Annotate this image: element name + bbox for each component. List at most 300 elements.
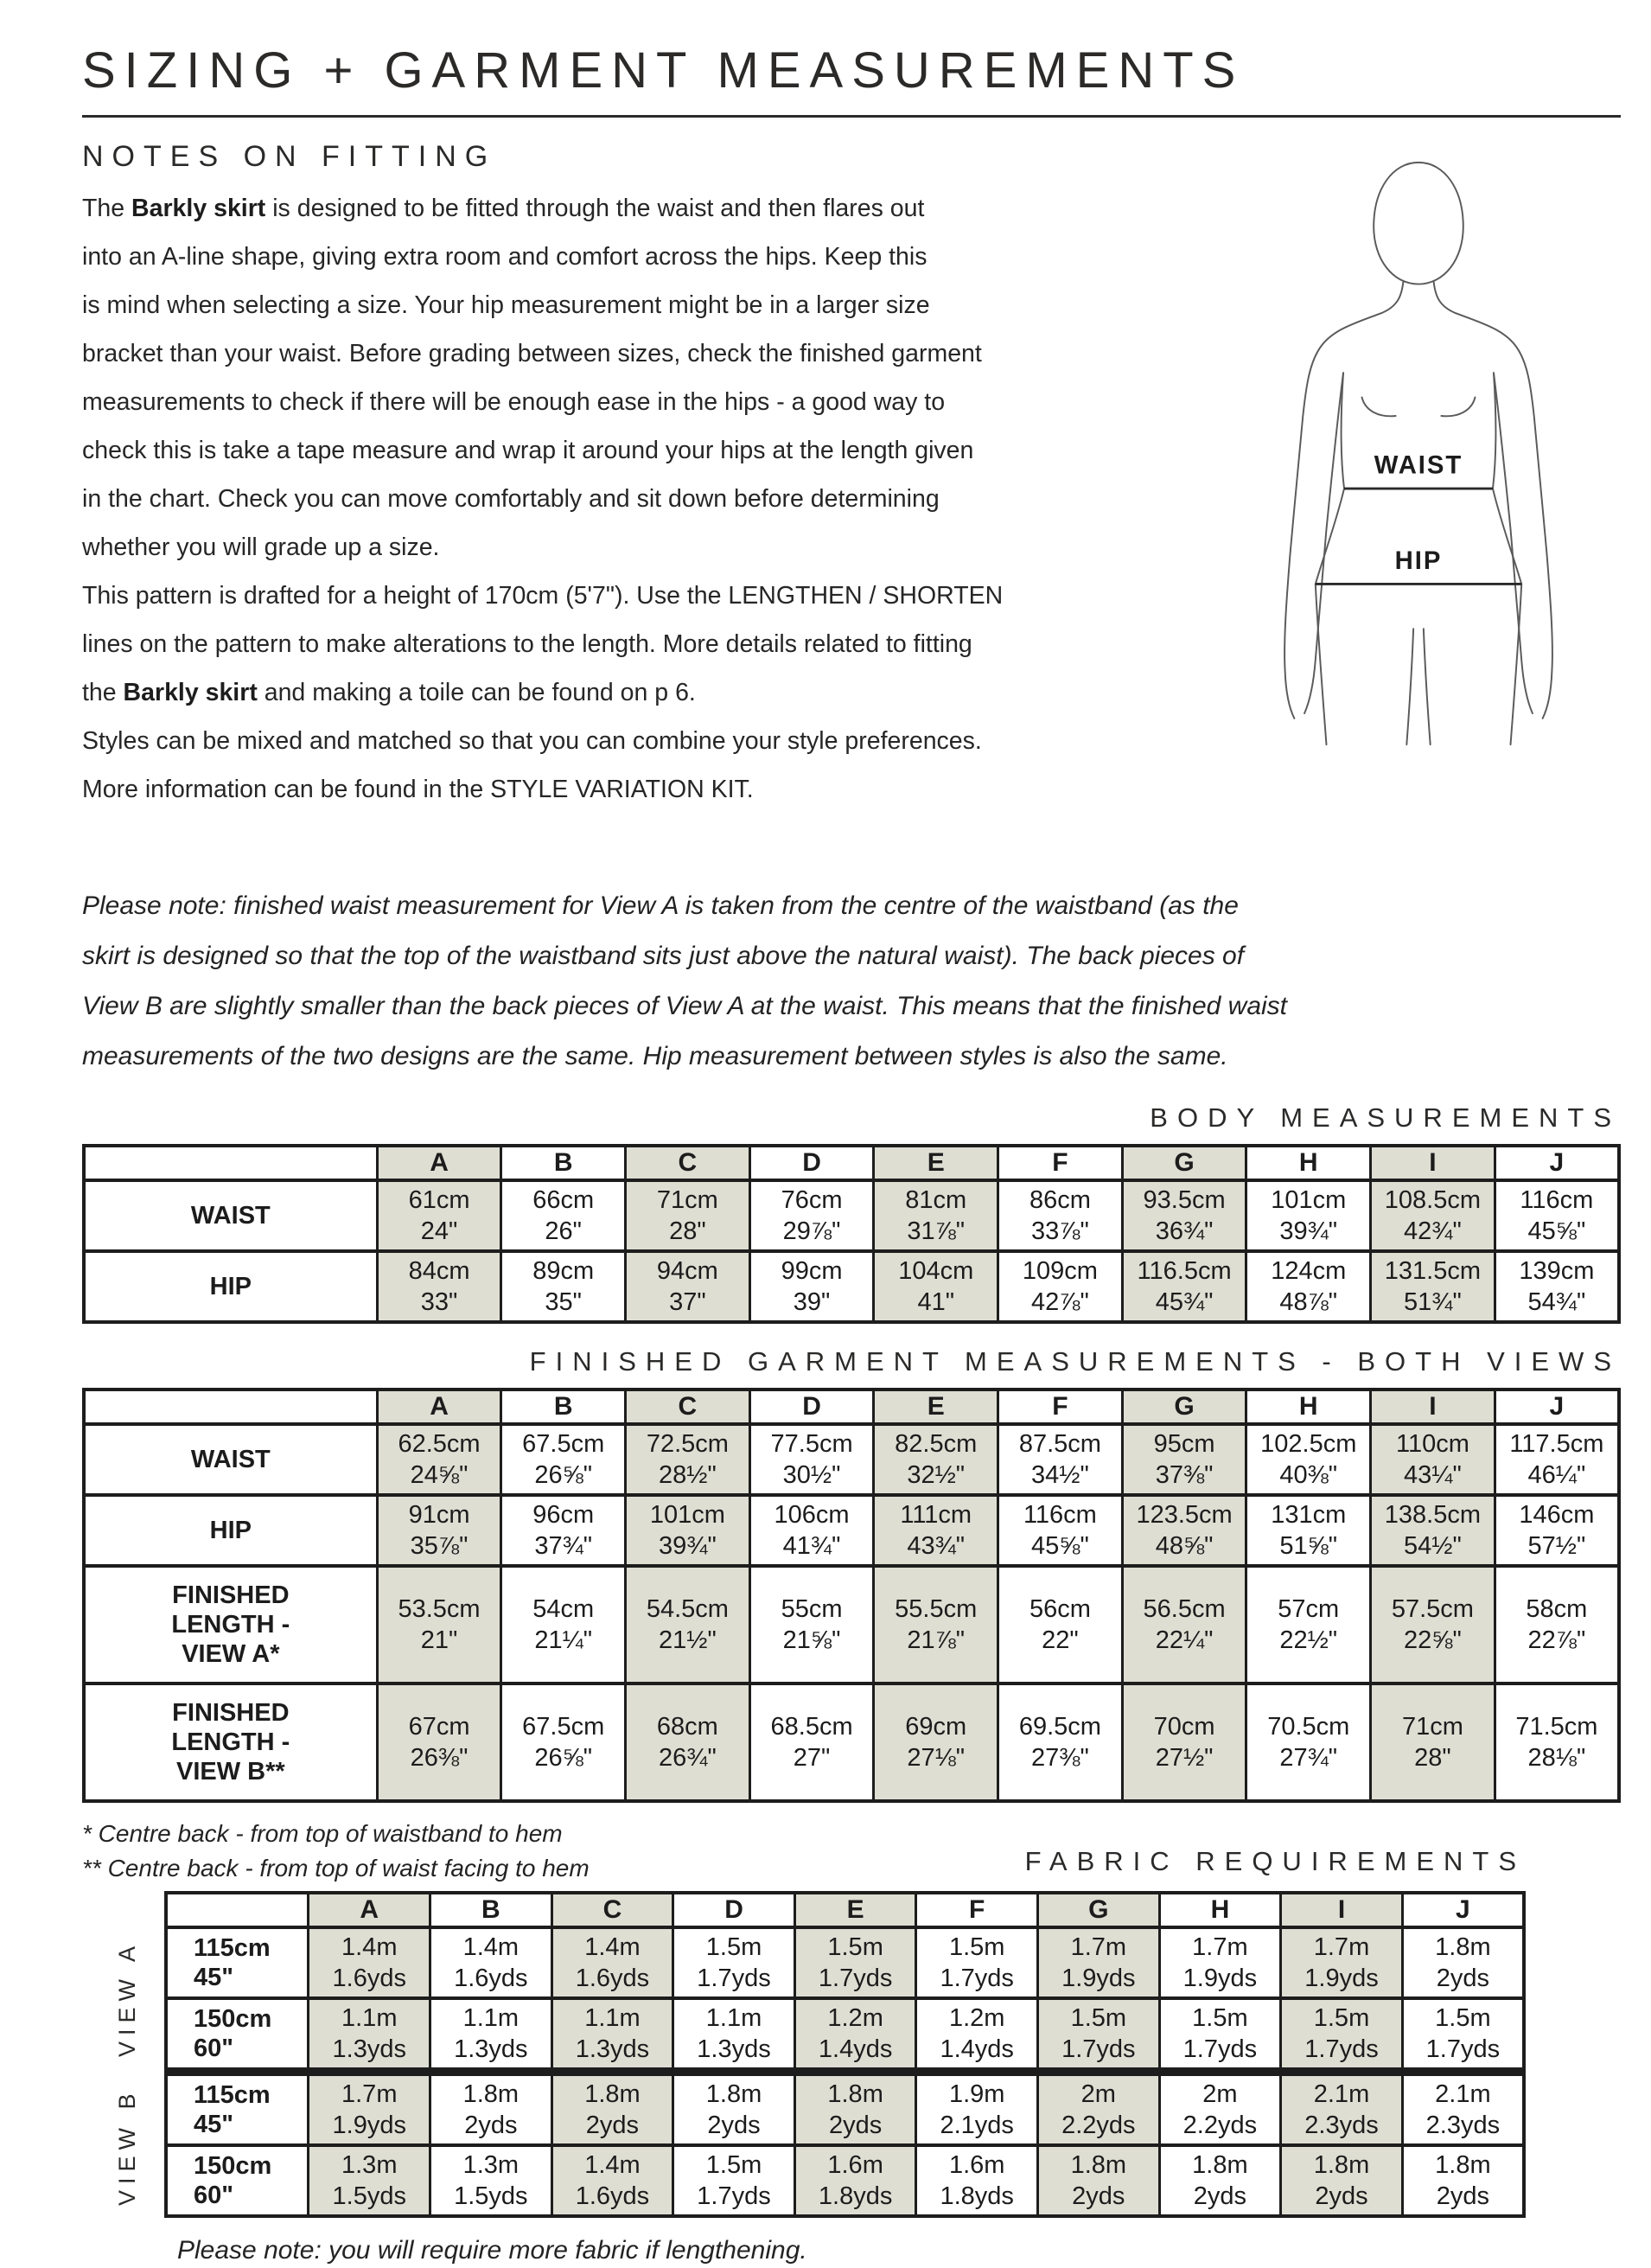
cell-line: 67.5cm xyxy=(522,1430,605,1458)
cell-line: 108.5cm xyxy=(1384,1186,1482,1214)
cell-line: 28" xyxy=(1414,1744,1451,1772)
cell-line: 1.7m xyxy=(1070,1933,1127,1961)
cell-line: 1.1m xyxy=(584,2004,641,2032)
cell-line: 81cm xyxy=(905,1186,967,1214)
cell-line: 1.5m xyxy=(1192,2004,1248,2032)
row-label-line: HIP xyxy=(209,1273,252,1300)
cell-line: 28⅛" xyxy=(1527,1744,1586,1772)
cell-line: 69.5cm xyxy=(1018,1713,1101,1741)
cell-line: 116cm xyxy=(1023,1501,1097,1529)
note-line: skirt is designed so that the top of the waistband sits just above the natural waist). The back pieces of xyxy=(82,942,1245,970)
row-label-line: 115cm xyxy=(194,2081,271,2109)
cell-line: 1.2m xyxy=(948,2004,1005,2032)
measure-cell xyxy=(673,2072,795,2145)
figure-left-leg xyxy=(1316,584,1327,744)
row-label-line: LENGTH - xyxy=(171,1728,290,1756)
row-label-line: VIEW B** xyxy=(176,1758,285,1786)
measure-cell xyxy=(1495,1251,1619,1322)
cell-line: 1.6m xyxy=(948,2151,1005,2179)
cell-line: 55.5cm xyxy=(895,1595,978,1623)
measure-cell xyxy=(626,1683,750,1801)
cell-line: 1.5m xyxy=(827,1933,883,1961)
cell-line: 2.3yds xyxy=(1425,2111,1501,2139)
row-label-line: WAIST xyxy=(190,1446,271,1473)
measure-cell xyxy=(1246,1495,1371,1566)
measure-cell xyxy=(377,1683,501,1801)
col-header-A: A xyxy=(377,1146,501,1180)
figure-head xyxy=(1374,163,1463,284)
measure-cell xyxy=(1402,2145,1524,2216)
cell-line: 2yds xyxy=(1072,2182,1125,2210)
cell-line: 93.5cm xyxy=(1143,1186,1226,1214)
cell-line: 131cm xyxy=(1271,1501,1347,1529)
cell-line: 72.5cm xyxy=(646,1430,729,1458)
cell-line: 1.9yds xyxy=(332,2111,406,2139)
cell-line: 1.8m xyxy=(1192,2151,1248,2179)
text-line xyxy=(82,765,1232,814)
row-label-line: 150cm xyxy=(194,2005,272,2033)
cell-line: 1.8m xyxy=(1070,2151,1127,2179)
cell-line: 1.7m xyxy=(1192,1933,1248,1961)
cell-line: 1.7yds xyxy=(1425,2035,1501,2063)
measure-cell xyxy=(749,1566,874,1683)
col-header-I: I xyxy=(1371,1146,1495,1180)
cell-line: 1.3yds xyxy=(454,2035,528,2063)
cell-line: 84cm xyxy=(408,1257,470,1285)
text-segment: lines on the pattern to make alterations to the length. More details related to fitting xyxy=(82,630,972,658)
fabric-topline xyxy=(82,1817,1526,1886)
cell-line: 2yds xyxy=(1436,2182,1490,2210)
cell-line: 1.7yds xyxy=(940,1965,1014,1992)
cell-line: 54¾" xyxy=(1527,1288,1586,1316)
cell-line: 39¾" xyxy=(659,1532,717,1560)
text-segment: in the chart. Check you can move comfortably and sit down before determining xyxy=(82,485,940,513)
measure-cell xyxy=(998,1683,1123,1801)
row-label-line: 115cm xyxy=(194,1934,271,1962)
measure-cell xyxy=(673,1927,795,1998)
cell-line: 123.5cm xyxy=(1136,1501,1233,1529)
cell-line: 1.2m xyxy=(827,2004,883,2032)
measure-cell xyxy=(1122,1251,1246,1322)
cell-line: 89cm xyxy=(532,1257,595,1285)
cell-line: 21¼" xyxy=(534,1626,593,1654)
cell-line: 54cm xyxy=(532,1595,595,1623)
figure-bust-right xyxy=(1441,398,1475,417)
measure-cell xyxy=(794,2072,916,2145)
measure-cell xyxy=(1495,1495,1619,1566)
view-b-rotated-label: VIEW B xyxy=(114,2087,140,2207)
cell-line: 82.5cm xyxy=(895,1430,978,1458)
measure-cell xyxy=(1122,1495,1246,1566)
measure-cell xyxy=(1281,1927,1403,1998)
measure-cell xyxy=(501,1180,626,1251)
fabric-section xyxy=(82,1817,1526,2218)
cell-line: 1.6yds xyxy=(332,1965,406,1992)
col-header-C: C xyxy=(626,1146,750,1180)
cell-line: 21" xyxy=(420,1626,458,1654)
cell-line: 21⅞" xyxy=(907,1626,966,1654)
cell-line: 55cm xyxy=(781,1595,843,1623)
col-header-G: G xyxy=(1122,1390,1246,1424)
text-line xyxy=(82,281,1232,329)
cell-line: 1.8m xyxy=(584,2080,641,2108)
measure-cell xyxy=(1281,1998,1403,2072)
cell-line: 57cm xyxy=(1278,1595,1340,1623)
finished-garment-heading: FINISHED GARMENT MEASUREMENTS - BOTH VIEWS xyxy=(529,1346,1621,1377)
col-header-G: G xyxy=(1122,1146,1246,1180)
measure-cell xyxy=(501,1683,626,1801)
text-line xyxy=(82,717,1232,765)
cell-line: 1.8m xyxy=(1435,2151,1491,2179)
measure-cell xyxy=(794,1927,916,1998)
col-header-C: C xyxy=(551,1893,673,1927)
row-label-line: 45" xyxy=(194,2111,234,2138)
text-line xyxy=(82,668,1232,717)
measure-cell xyxy=(377,1251,501,1322)
measure-cell xyxy=(1281,2145,1403,2216)
cell-line: 2.1m xyxy=(1435,2080,1491,2108)
cell-line: 53.5cm xyxy=(398,1595,481,1623)
text-segment: This pattern is drafted for a height of 170cm (5'7"). Use the LENGTHEN / SHORTEN xyxy=(82,582,1004,610)
measure-cell xyxy=(1159,2145,1281,2216)
cell-line: 2yds xyxy=(1436,1965,1490,1992)
footnote-view-b: ** Centre back - from top of waist facing to hem xyxy=(82,1855,590,1881)
cell-line: 22½" xyxy=(1279,1626,1338,1654)
col-header-G: G xyxy=(1038,1893,1160,1927)
col-header-J: J xyxy=(1495,1146,1619,1180)
fabric-requirements xyxy=(114,1891,1526,2218)
cell-line: 1.8yds xyxy=(940,2182,1014,2210)
measure-cell xyxy=(430,2145,552,2216)
measure-cell xyxy=(916,2145,1038,2216)
measure-cell xyxy=(998,1424,1123,1495)
cell-line: 1.8m xyxy=(1313,2151,1370,2179)
col-header-H: H xyxy=(1159,1893,1281,1927)
figure-left-inner-arm xyxy=(1304,373,1343,713)
column-header-row xyxy=(84,1390,1619,1424)
row-label xyxy=(84,1180,377,1251)
corner-cell xyxy=(84,1390,377,1424)
row-label xyxy=(84,1495,377,1566)
measure-cell xyxy=(309,2072,430,2145)
cell-line: 76cm xyxy=(781,1186,843,1214)
measure-cell xyxy=(1402,1998,1524,2072)
table-row xyxy=(84,1424,1619,1495)
note-line: View B are slightly smaller than the back pieces of View A at the waist. This means that the finished waist xyxy=(82,992,1288,1020)
footnotes xyxy=(82,1817,590,1886)
cell-line: 30½" xyxy=(782,1461,841,1489)
cell-line: 1.7yds xyxy=(697,1965,771,1992)
cell-line: 1.5m xyxy=(948,1933,1005,1961)
measure-cell xyxy=(874,1495,998,1566)
measure-cell xyxy=(430,1927,552,1998)
table-row xyxy=(166,2145,1524,2216)
cell-line: 87.5cm xyxy=(1018,1430,1101,1458)
measure-cell xyxy=(673,1998,795,2072)
table-row xyxy=(166,2072,1524,2145)
cell-line: 1.4m xyxy=(584,2151,641,2179)
cell-line: 45⅝" xyxy=(1527,1217,1586,1245)
cell-line: 21⅝" xyxy=(782,1626,841,1654)
cell-line: 46¼" xyxy=(1527,1461,1586,1489)
figure-right-inner-arm xyxy=(1494,373,1533,713)
measure-cell xyxy=(749,1683,874,1801)
measure-cell xyxy=(1122,1566,1246,1683)
cell-line: 67.5cm xyxy=(522,1713,605,1741)
measure-cell xyxy=(1402,2072,1524,2145)
text-segment: check this is take a tape measure and wrap it around your hips at the length given xyxy=(82,437,974,464)
measure-cell xyxy=(874,1251,998,1322)
cell-line: 37" xyxy=(669,1288,706,1316)
measure-cell xyxy=(1122,1424,1246,1495)
measure-cell xyxy=(551,1927,673,1998)
cell-line: 1.7yds xyxy=(697,2182,771,2210)
table-row xyxy=(84,1180,1619,1251)
measure-cell xyxy=(874,1180,998,1251)
col-header-I: I xyxy=(1371,1390,1495,1424)
measure-cell xyxy=(998,1566,1123,1683)
cell-line: 41" xyxy=(917,1288,954,1316)
col-header-B: B xyxy=(501,1146,626,1180)
cell-line: 26⅜" xyxy=(410,1744,469,1772)
cell-line: 26⅝" xyxy=(534,1744,593,1772)
row-label-line: 45" xyxy=(194,1964,234,1991)
measure-cell xyxy=(749,1251,874,1322)
row-label xyxy=(84,1251,377,1322)
cell-line: 33" xyxy=(420,1288,458,1316)
bold-text-segment: Barkly skirt xyxy=(123,679,258,706)
cell-line: 1.6m xyxy=(827,2151,883,2179)
text-line xyxy=(82,184,1232,233)
cell-line: 2.1m xyxy=(1313,2080,1370,2108)
measure-cell xyxy=(551,2145,673,2216)
text-line xyxy=(82,378,1232,426)
bold-text-segment: Barkly skirt xyxy=(131,195,266,222)
fabric-requirements-heading: FABRIC REQUIREMENTS xyxy=(1024,1846,1526,1876)
cell-line: 45¾" xyxy=(1155,1288,1214,1316)
cell-line: 1.4m xyxy=(462,1933,520,1961)
cell-line: 56.5cm xyxy=(1143,1595,1226,1623)
cell-line: 51⅝" xyxy=(1279,1532,1338,1560)
row-label xyxy=(84,1424,377,1495)
text-segment: whether you will grade up a size. xyxy=(82,533,440,561)
text-segment: measurements to check if there will be enough ease in the hips - a good way to xyxy=(82,388,946,416)
measure-cell xyxy=(1246,1180,1371,1251)
measure-cell xyxy=(626,1180,750,1251)
row-label-line: FINISHED xyxy=(172,1581,290,1609)
intro-text xyxy=(82,184,1232,814)
col-header-H: H xyxy=(1246,1146,1371,1180)
text-segment: Styles can be mixed and matched so that you can combine your style preferences. xyxy=(82,727,982,755)
cell-line: 1.1m xyxy=(705,2004,762,2032)
measure-cell xyxy=(626,1566,750,1683)
cell-line: 54.5cm xyxy=(646,1595,729,1623)
measure-cell xyxy=(309,1927,430,1998)
cell-line: 2yds xyxy=(464,2111,518,2139)
col-header-D: D xyxy=(749,1390,874,1424)
body-measurements xyxy=(82,1144,1621,1324)
cell-line: 32½" xyxy=(907,1461,966,1489)
measure-cell xyxy=(501,1566,626,1683)
cell-line: 35" xyxy=(545,1288,582,1316)
cell-line: 2m xyxy=(1080,2080,1116,2108)
text-line xyxy=(82,475,1232,523)
cell-line: 1.4m xyxy=(584,1933,641,1961)
cell-line: 1.7yds xyxy=(1061,2035,1136,2063)
cell-line: 31⅞" xyxy=(907,1217,966,1245)
cell-line: 116.5cm xyxy=(1137,1257,1232,1285)
cell-line: 61cm xyxy=(408,1186,470,1214)
cell-line: 37⅜" xyxy=(1155,1461,1214,1489)
cell-line: 67cm xyxy=(408,1713,470,1741)
cell-line: 1.8m xyxy=(462,2080,520,2108)
measure-cell xyxy=(626,1495,750,1566)
text-segment: is mind when selecting a size. Your hip measurement might be in a larger size xyxy=(82,291,930,319)
measure-cell xyxy=(749,1495,874,1566)
cell-line: 94cm xyxy=(656,1257,718,1285)
col-header-E: E xyxy=(874,1390,998,1424)
measure-cell xyxy=(501,1251,626,1322)
text-line xyxy=(82,523,1232,572)
note-line: Please note: finished waist measurement for View A is taken from the centre of the waistband (as the xyxy=(82,891,1239,920)
measure-cell xyxy=(749,1180,874,1251)
cell-line: 58cm xyxy=(1526,1595,1588,1623)
row-label-line: LENGTH - xyxy=(171,1611,290,1639)
cell-line: 1.4m xyxy=(341,1933,398,1961)
cell-line: 1.4yds xyxy=(818,2035,893,2063)
cell-line: 57½" xyxy=(1527,1532,1586,1560)
col-header-A: A xyxy=(377,1390,501,1424)
figure-inner-leg-right xyxy=(1424,629,1431,744)
cell-line: 91cm xyxy=(408,1501,470,1529)
cell-line: 66cm xyxy=(532,1186,595,1214)
text-line xyxy=(82,233,1232,281)
cell-line: 2yds xyxy=(1193,2182,1247,2210)
cell-line: 111cm xyxy=(900,1501,972,1529)
cell-line: 1.1m xyxy=(462,2004,520,2032)
figure-bust-left xyxy=(1362,398,1396,417)
figure-inner-leg-left xyxy=(1406,629,1413,744)
text-segment: is designed to be fitted through the waist and then flares out xyxy=(265,195,925,222)
text-segment: More information can be found in the STYLE VARIATION KIT. xyxy=(82,776,754,803)
measure-cell xyxy=(1371,1251,1495,1322)
figure-left-torso xyxy=(1342,373,1344,489)
measure-cell xyxy=(998,1251,1123,1322)
cell-line: 57.5cm xyxy=(1391,1595,1474,1623)
cell-line: 27⅜" xyxy=(1031,1744,1089,1772)
body-measurements-table xyxy=(82,1144,1621,1324)
cell-line: 48⅞" xyxy=(1279,1288,1338,1316)
cell-line: 1.7yds xyxy=(1182,2035,1258,2063)
measure-cell xyxy=(1402,1927,1524,1998)
table-row xyxy=(166,1998,1524,2072)
cell-line: 1.5m xyxy=(1313,2004,1370,2032)
measure-cell xyxy=(998,1180,1123,1251)
measure-cell xyxy=(430,1998,552,2072)
cell-line: 48⅝" xyxy=(1155,1532,1214,1560)
cell-line: 116cm xyxy=(1520,1186,1594,1214)
measure-cell xyxy=(501,1424,626,1495)
cell-line: 28" xyxy=(669,1217,706,1245)
cell-line: 102.5cm xyxy=(1260,1430,1357,1458)
cell-line: 1.5m xyxy=(1070,2004,1127,2032)
row-label-line: 60" xyxy=(194,2182,234,2209)
row-label xyxy=(166,2072,309,2145)
cell-line: 131.5cm xyxy=(1384,1257,1482,1285)
measure-cell xyxy=(874,1683,998,1801)
cell-line: 45⅝" xyxy=(1031,1532,1089,1560)
cell-line: 104cm xyxy=(898,1257,974,1285)
cell-line: 117.5cm xyxy=(1509,1430,1604,1458)
cell-line: 22⅞" xyxy=(1527,1626,1586,1654)
measure-cell xyxy=(551,1998,673,2072)
measure-cell xyxy=(794,2145,916,2216)
measure-cell xyxy=(1371,1566,1495,1683)
measure-cell xyxy=(309,2145,430,2216)
cell-line: 70.5cm xyxy=(1267,1713,1350,1741)
page-title: SIZING + GARMENT MEASUREMENTS xyxy=(82,42,1245,99)
cell-line: 109cm xyxy=(1022,1257,1098,1285)
measure-cell xyxy=(749,1424,874,1495)
measure-cell xyxy=(1246,1251,1371,1322)
measure-cell xyxy=(1495,1566,1619,1683)
cell-line: 86cm xyxy=(1029,1186,1091,1214)
finished-garment-measurements xyxy=(82,1388,1621,1803)
measure-cell xyxy=(377,1180,501,1251)
measure-cell xyxy=(626,1251,750,1322)
cell-line: 69cm xyxy=(905,1713,967,1741)
cell-line: 2.2yds xyxy=(1182,2111,1258,2139)
figure-right-arm xyxy=(1434,282,1552,719)
cell-line: 27⅛" xyxy=(907,1744,966,1772)
cell-line: 51¾" xyxy=(1404,1288,1462,1316)
measure-cell xyxy=(1159,1998,1281,2072)
title-rule xyxy=(82,115,1621,118)
measure-cell xyxy=(1371,1495,1495,1566)
measure-cell xyxy=(874,1566,998,1683)
measure-cell xyxy=(309,1998,430,2072)
corner-cell xyxy=(166,1893,309,1927)
col-header-H: H xyxy=(1246,1390,1371,1424)
cell-line: 2.2yds xyxy=(1061,2111,1136,2139)
footnote-view-a: * Centre back - from top of waistband to hem xyxy=(82,1820,563,1847)
measure-cell xyxy=(1281,2072,1403,2145)
figure-right-torso xyxy=(1493,373,1495,489)
col-header-D: D xyxy=(673,1893,795,1927)
table-row xyxy=(84,1566,1619,1683)
table-row xyxy=(84,1251,1619,1322)
cell-line: 1.5m xyxy=(705,1933,762,1961)
cell-line: 33⅞" xyxy=(1031,1217,1089,1245)
measure-cell xyxy=(1246,1566,1371,1683)
cell-line: 26" xyxy=(545,1217,582,1245)
measure-cell xyxy=(1038,1927,1160,1998)
measure-cell xyxy=(1159,2072,1281,2145)
measure-cell xyxy=(1122,1180,1246,1251)
measure-cell xyxy=(794,1998,916,2072)
col-header-E: E xyxy=(874,1146,998,1180)
cell-line: 39" xyxy=(793,1288,831,1316)
cell-line: 2.1yds xyxy=(940,2111,1014,2139)
table-row xyxy=(84,1683,1619,1801)
row-label xyxy=(84,1566,377,1683)
measure-cell xyxy=(916,1998,1038,2072)
measure-cell xyxy=(1122,1683,1246,1801)
measure-cell xyxy=(998,1495,1123,1566)
cell-line: 1.5yds xyxy=(332,2182,406,2210)
row-label-line: 60" xyxy=(194,2035,234,2062)
cell-line: 1.3yds xyxy=(332,2035,406,2063)
